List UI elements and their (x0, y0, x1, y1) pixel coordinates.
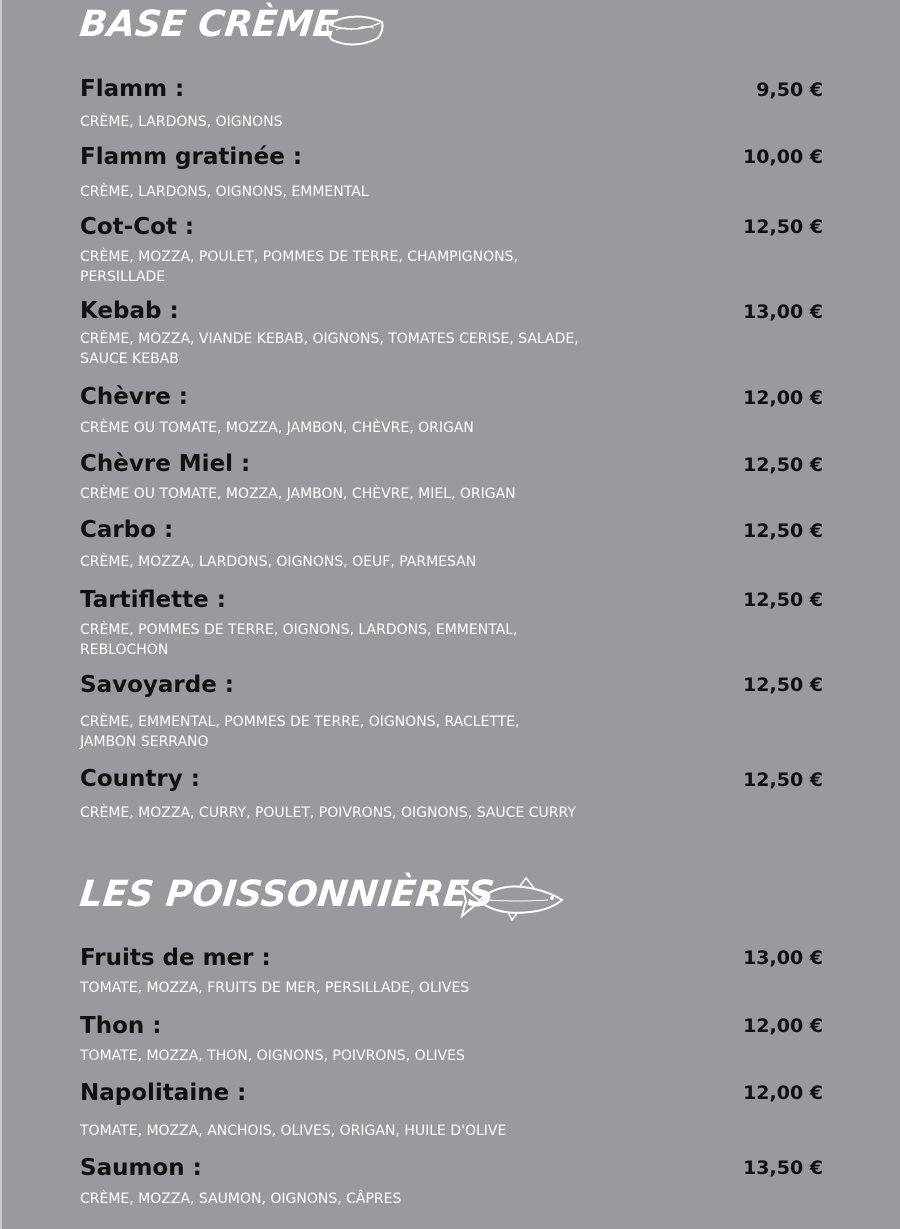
menu-item-name: Savoyarde : (80, 672, 235, 698)
menu-item-description: CRÈME OU TOMATE, MOZZA, JAMBON, CHÈVRE, MIEL, ORIGAN (80, 486, 516, 502)
menu-item-name: Kebab : (80, 298, 179, 324)
menu-item-name: Chèvre : (80, 384, 188, 410)
menu-item-name: Country : (80, 766, 200, 792)
menu-item-price: 12,50 € (743, 769, 823, 791)
menu-item-price: 13,50 € (743, 1157, 823, 1179)
cream-bowl-icon (322, 8, 388, 52)
menu-item-description: CRÈME, MOZZA, LARDONS, OIGNONS, OEUF, PARMESAN (80, 554, 477, 570)
menu-item-description: TOMATE, MOZZA, ANCHOIS, OLIVES, ORIGAN, HUILE D'OLIVE (80, 1123, 507, 1139)
menu-item-description: CRÈME, MOZZA, VIANDE KEBAB, OIGNONS, TOMATES CERISE, SALADE, SAUCE KEBAB (80, 331, 579, 367)
menu-item-price: 12,00 € (743, 1015, 823, 1037)
menu-item-price: 12,50 € (743, 520, 823, 542)
menu-item-name: Chèvre Miel : (80, 451, 251, 477)
menu-item-price: 13,00 € (743, 301, 823, 323)
menu-item-description: CRÈME, MOZZA, POULET, POMMES DE TERRE, CHAMPIGNONS, PERSILLADE (80, 249, 518, 285)
fish-icon (458, 876, 566, 922)
menu-item-description: TOMATE, MOZZA, THON, OIGNONS, POIVRONS, OLIVES (80, 1048, 465, 1064)
menu-item-description: CRÈME, MOZZA, SAUMON, OIGNONS, CÂPRES (80, 1191, 402, 1207)
menu-item-price: 12,50 € (743, 454, 823, 476)
menu-item-description: CRÈME, LARDONS, OIGNONS (80, 114, 283, 130)
menu-item-description: CRÈME, LARDONS, OIGNONS, EMMENTAL (80, 184, 369, 200)
menu-item-name: Flamm : (80, 76, 185, 102)
menu-item-name: Saumon : (80, 1155, 202, 1181)
menu-item-description: TOMATE, MOZZA, FRUITS DE MER, PERSILLADE, OLIVES (80, 980, 470, 996)
menu-item-description: CRÈME, EMMENTAL, POMMES DE TERRE, OIGNONS, RACLETTE, JAMBON SERRANO (80, 714, 520, 750)
menu-item-price: 13,00 € (743, 947, 823, 969)
menu-item-price: 12,00 € (743, 1082, 823, 1104)
menu-item-description: CRÈME, POMMES DE TERRE, OIGNONS, LARDONS, EMMENTAL, REBLOCHON (80, 622, 518, 658)
menu-item-name: Flamm gratinée : (80, 144, 303, 170)
menu-item-name: Thon : (80, 1013, 162, 1039)
menu-item-description: CRÈME OU TOMATE, MOZZA, JAMBON, CHÈVRE, ORIGAN (80, 420, 474, 436)
menu-item-price: 12,50 € (743, 589, 823, 611)
menu-item-description: CRÈME, MOZZA, CURRY, POULET, POIVRONS, OIGNONS, SAUCE CURRY (80, 805, 576, 821)
page-edge (0, 0, 2, 1229)
menu-item-price: 12,50 € (743, 674, 823, 696)
menu-item-name: Fruits de mer : (80, 945, 271, 971)
menu-item-price: 10,00 € (743, 146, 823, 168)
menu-item-name: Tartiflette : (80, 587, 226, 613)
section-title-creme: BASE CRÈME (77, 4, 340, 45)
menu-item-price: 12,00 € (743, 387, 823, 409)
menu-item-name: Carbo : (80, 517, 174, 543)
menu-item-name: Napolitaine : (80, 1080, 247, 1106)
section-title-poisson: LES POISSONNIÈRES (77, 874, 497, 915)
menu-item-name: Cot-Cot : (80, 214, 195, 240)
menu-item-price: 12,50 € (743, 216, 823, 238)
menu-item-price: 9,50 € (756, 79, 823, 101)
